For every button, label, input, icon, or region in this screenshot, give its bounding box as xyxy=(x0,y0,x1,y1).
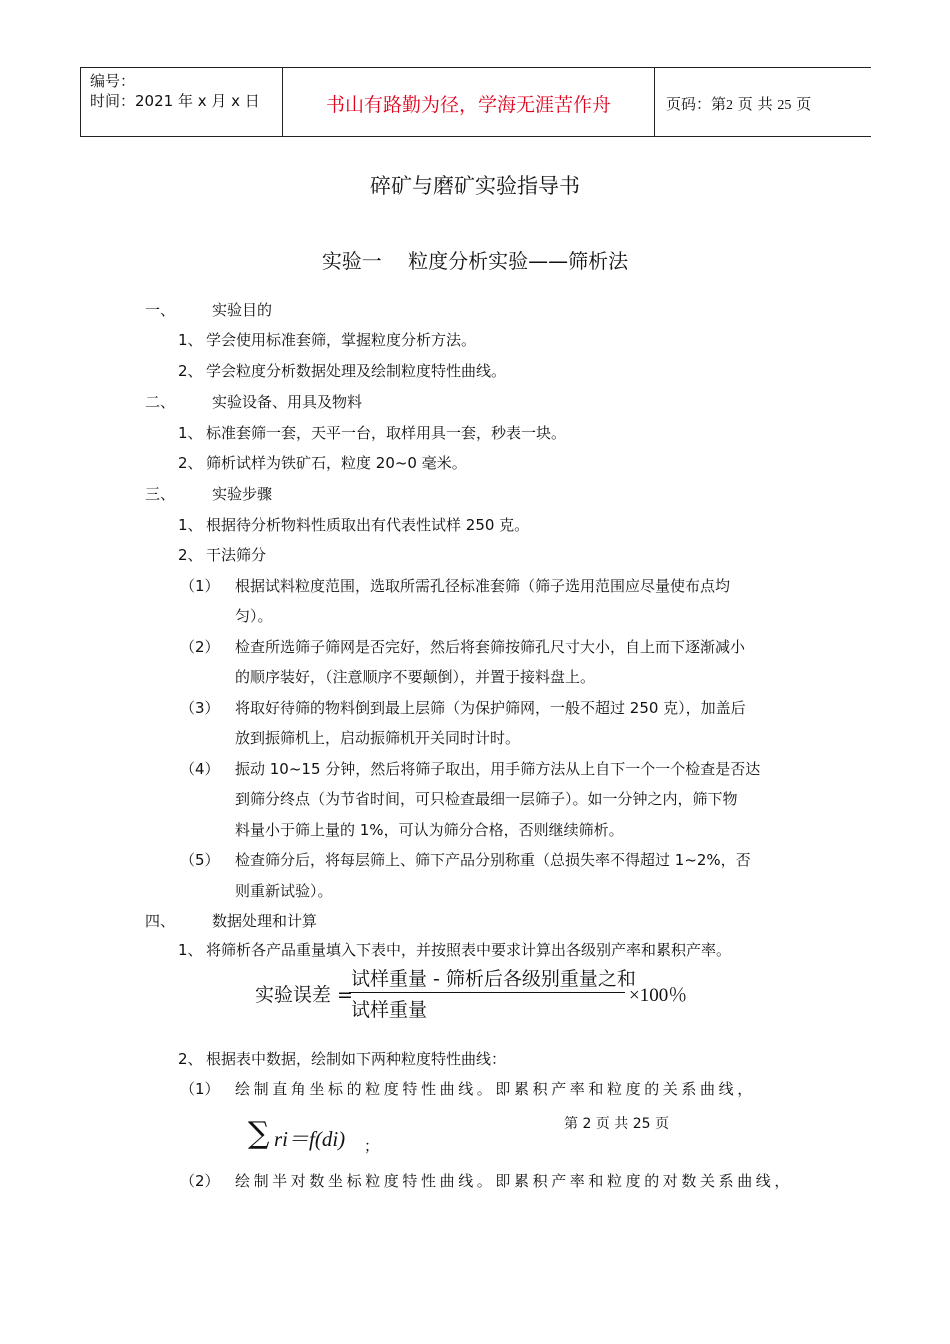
section-3-item-2: 干法筛分 xyxy=(206,546,267,564)
section-4-item-2-num: 2、 xyxy=(178,1050,203,1068)
step-4-num: （4） xyxy=(180,760,220,778)
section-1-item-1-num: 1、 xyxy=(178,331,203,349)
section-1-item-2: 学会粒度分析数据处理及绘制粒度特性曲线。 xyxy=(206,362,507,380)
header-page-cell xyxy=(655,68,871,136)
step-5-num: （5） xyxy=(180,851,220,869)
section-2-item-2-num: 2、 xyxy=(178,454,203,472)
motto: 书山有路勤为径，学海无涯苦作舟 xyxy=(325,94,611,116)
formula-lhs: 实验误差 = xyxy=(255,984,353,1006)
section-2-item-2: 筛析试样为铁矿石，粒度 20~0 毫米。 xyxy=(206,454,467,472)
page-prefix: 页码：第 xyxy=(666,95,727,113)
section-2-num: 二、 xyxy=(145,393,176,411)
section-4-item-2: 根据表中数据，绘制如下两种粒度特性曲线： xyxy=(206,1050,507,1068)
curve-2-line: 绘制半对数坐标粒度特性曲线。即累积产率和粒度的对数关系曲线， xyxy=(235,1172,794,1190)
step-1-num: （1） xyxy=(180,577,220,595)
header-meta-cell xyxy=(81,68,283,136)
section-3-num: 三、 xyxy=(145,485,176,503)
section-3-title: 实验步骤 xyxy=(212,485,273,503)
formula-numerator: 试样重量 - 筛析后各级别重量之和 xyxy=(351,968,636,990)
section-4-item-1: 将筛析各产品重量填入下表中，并按照表中要求计算出各级别产率和累积产率。 xyxy=(206,941,732,959)
experiment-title: 实验一 粒度分析实验——筛析法 xyxy=(321,249,629,273)
page-total: 25 xyxy=(777,98,792,113)
sum-semicolon: ； xyxy=(364,1137,380,1155)
page-current: 2 xyxy=(726,98,734,113)
step-2-line-1: 检查所选筛子筛网是否完好，然后将套筛按筛孔尺寸大小，自上而下逐渐减小 xyxy=(235,638,746,656)
step-2-num: （2） xyxy=(180,638,220,656)
fraction-bar xyxy=(349,992,625,993)
sigma-symbol: ∑ xyxy=(248,1116,270,1151)
time-label: 时间：2021 年 x 月 x 日 xyxy=(90,92,260,110)
section-1-item-1: 学会使用标准套筛，掌握粒度分析方法。 xyxy=(206,331,477,349)
section-1-item-2-num: 2、 xyxy=(178,362,203,380)
section-1-title: 实验目的 xyxy=(212,301,273,319)
page-footer: 第 2 页 共 25 页 xyxy=(564,1116,669,1132)
section-4-title: 数据处理和计算 xyxy=(212,912,318,930)
header-motto-cell xyxy=(283,68,655,136)
curve-2-num: （2） xyxy=(180,1172,220,1190)
step-4-line-1: 振动 10~15 分钟，然后将筛子取出，用手筛方法从上自下一个一个检查是否达 xyxy=(235,760,761,778)
step-2-line-2: 的顺序装好，（注意顺序不要颠倒），并置于接料盘上。 xyxy=(235,668,596,686)
step-5-line-2: 则重新试验）。 xyxy=(235,882,333,900)
step-3-num: （3） xyxy=(180,699,220,717)
formula-denominator: 试样重量 xyxy=(351,999,428,1021)
section-2-item-1-num: 1、 xyxy=(178,424,203,442)
curve-1-line: 绘制直角坐标的粒度特性曲线。即累积产率和粒度的关系曲线， xyxy=(235,1080,756,1098)
step-4-line-2: 到筛分终点（为节省时间，可只检查最细一层筛子）。如一分钟之内，筛下物 xyxy=(235,790,738,808)
step-3-line-2: 放到振筛机上，启动振筛机开关同时计时。 xyxy=(235,729,521,747)
header-box xyxy=(80,67,871,137)
curve-1-num: （1） xyxy=(180,1080,220,1098)
section-3-item-2-num: 2、 xyxy=(178,546,203,564)
step-1-line-2: 匀）。 xyxy=(235,607,273,625)
section-2-title: 实验设备、用具及物料 xyxy=(212,393,363,411)
page-suffix: 页 xyxy=(796,95,812,113)
step-1-line-1: 根据试料粒度范围，选取所需孔径标准套筛（筛子选用范围应尽量使布点均 xyxy=(235,577,731,595)
section-3-item-1-num: 1、 xyxy=(178,516,203,534)
doc-title: 碎矿与磨矿实验指导书 xyxy=(370,174,580,198)
section-3-item-1: 根据待分析物料性质取出有代表性试样 250 克。 xyxy=(206,516,530,534)
sum-expression: ri＝f(di) xyxy=(274,1127,346,1151)
section-1-num: 一、 xyxy=(145,301,176,319)
step-5-line-1: 检查筛分后，将每层筛上、筛下产品分别称重（总损失率不得超过 1~2%，否 xyxy=(235,851,751,869)
step-4-line-3: 料量小于筛上量的 1%，可认为筛分合格，否则继续筛析。 xyxy=(235,821,624,839)
section-4-item-1-num: 1、 xyxy=(178,941,203,959)
section-2-item-1: 标准套筛一套，天平一台，取样用具一套，秒表一块。 xyxy=(206,424,567,442)
serial-label: 编号： xyxy=(90,72,136,90)
error-formula xyxy=(255,964,705,1024)
section-4-num: 四、 xyxy=(145,912,176,930)
step-3-line-1: 将取好待筛的物料倒到最上层筛（为保护筛网，一般不超过 250 克），加盖后 xyxy=(235,699,746,717)
page-mid: 页 共 xyxy=(737,95,773,113)
formula-multiplier: ×100％ xyxy=(629,985,688,1006)
sum-formula xyxy=(248,1117,388,1157)
page-code xyxy=(666,93,811,114)
